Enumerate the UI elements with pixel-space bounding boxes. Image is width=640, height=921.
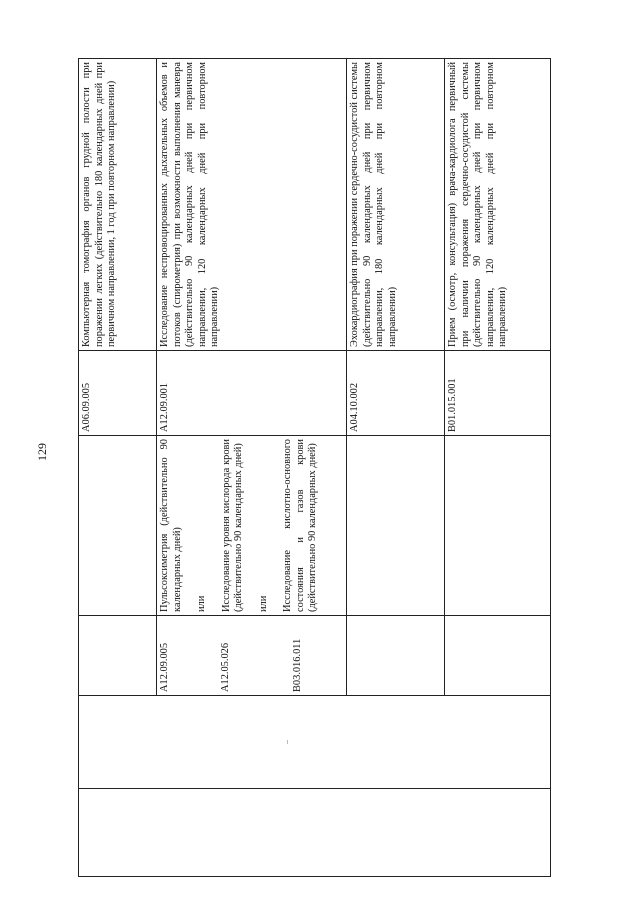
item-text: Исследование кислотно-основного состояния и газов крови (действительно 90 календарных дней) — [282, 439, 318, 612]
code-cell — [79, 616, 157, 696]
page-number: 129 — [35, 443, 49, 461]
description-cell — [445, 436, 551, 616]
code-cell — [157, 616, 347, 696]
code-a12-05-026: A12.05.026 — [219, 642, 231, 692]
code-cell: A12.09.001 — [157, 351, 347, 436]
description-cell: Исследование неспровоцированных дыхательных объемов и потоков (спирометрия) при возможности выполнения маневра (действительно 90 календарных дней при первичном направлении, 120 календарных дней при повторном направлении) — [157, 59, 347, 351]
document-table — [78, 58, 551, 877]
document-table-sheet — [78, 59, 550, 877]
description-cell: Компьютерная томография органов грудной полости при поражении легких (действительно 180 календарных дней при первичном направлении, 1 год при повторном направлении) — [79, 59, 157, 351]
code-cell: B01.015.001 — [445, 351, 551, 436]
description-cell — [157, 436, 347, 616]
code-a12-09-005: A12.09.005 — [159, 642, 170, 692]
item-text: Пульсоксиметрия (действительно 90 календарных дней) — [159, 439, 183, 612]
table-row — [79, 59, 157, 877]
description-cell: Прием (осмотр, консультация) врача-кардиолога первичный при наличии поражения сердечно-сосудистой системы (действительно 90 календарных дней при первичном направлении, 120 календарных дней при повторном направлении) — [445, 59, 551, 351]
scan-mark — [287, 740, 288, 744]
col-2-cell — [79, 696, 551, 789]
code-cell — [347, 616, 445, 696]
description-cell — [347, 436, 445, 616]
item-text: Исследование уровня кислорода крови (действительно 90 календарных дней) — [220, 439, 244, 612]
description-cell: Эхокардиография при поражении сердечно-сосудистой системы (действительно 90 календарных дней при первичном направлении, 180 календарных дней при повторном направлении) — [347, 59, 445, 351]
code-cell: A06.09.005 — [79, 351, 157, 436]
separator-text: или — [257, 595, 269, 612]
col-1-cell — [79, 789, 551, 877]
code-b03-016-011: B03.016.011 — [292, 638, 303, 692]
description-cell — [79, 436, 157, 616]
code-cell — [445, 616, 551, 696]
separator-text: или — [196, 595, 207, 612]
code-cell: A04.10.002 — [347, 351, 445, 436]
